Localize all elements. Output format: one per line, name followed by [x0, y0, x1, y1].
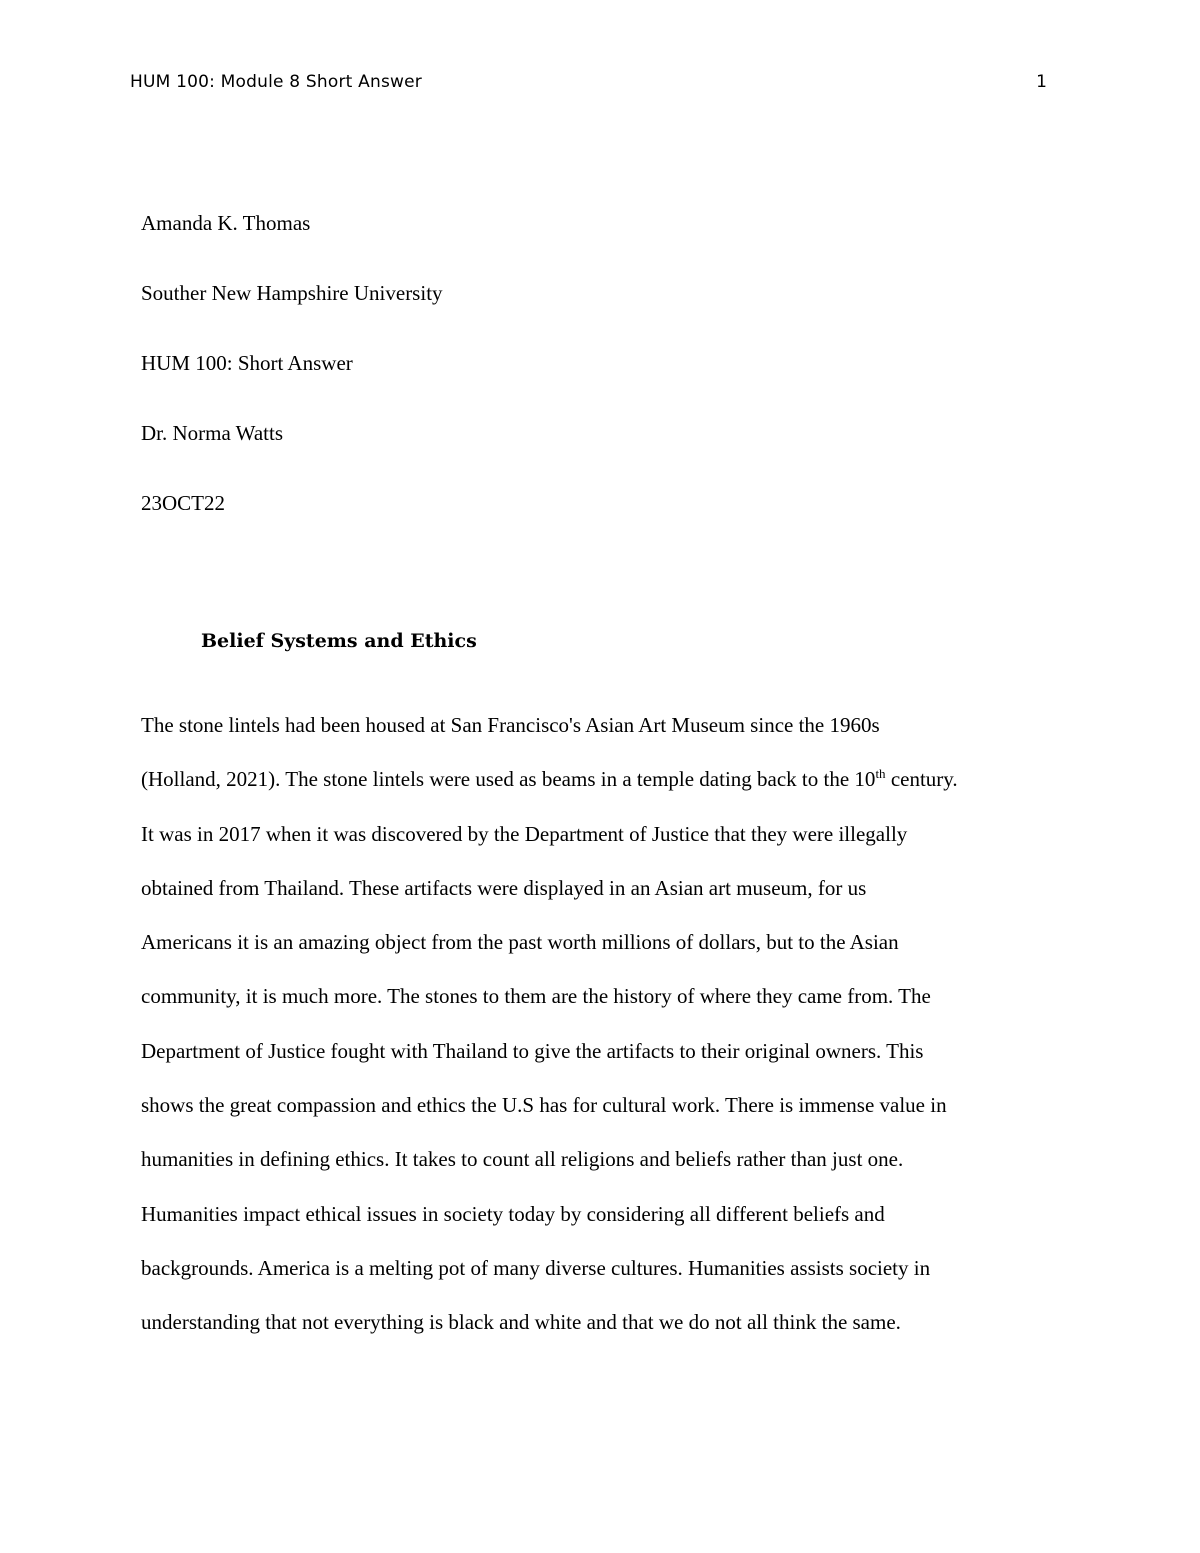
body-line: community, it is much more. The stones to them are the history of where they came from. The [141, 984, 931, 1009]
document-title: Belief Systems and Ethics [201, 630, 477, 652]
page-number: 1 [1036, 72, 1047, 92]
document-date: 23OCT22 [141, 491, 225, 515]
body-line-text: (Holland, 2021). The stone lintels were used as beams in a temple dating back to the 10 [141, 767, 876, 792]
body-paragraph [141, 698, 1061, 1350]
body-line: The stone lintels had been housed at San Francisco's Asian Art Museum since the 1960s [141, 713, 880, 737]
instructor-name: Dr. Norma Watts [141, 421, 283, 445]
body-line: Department of Justice fought with Thailand to give the artifacts to their original owners. This [141, 1038, 924, 1063]
institution-name: Souther New Hampshire University [141, 281, 443, 305]
body-line: backgrounds. America is a melting pot of many diverse cultures. Humanities assists society in [141, 1255, 931, 1280]
body-line: shows the great compassion and ethics the U.S has for cultural work. There is immense value in [141, 1093, 947, 1118]
body-line: obtained from Thailand. These artifacts were displayed in an Asian art museum, for us [141, 875, 867, 900]
body-line [141, 752, 1061, 806]
body-line: understanding that not everything is black and white and that we do not all think the same. [141, 1310, 901, 1335]
ordinal-superscript: th [875, 766, 886, 782]
body-line-text: century. [885, 767, 958, 792]
body-line: Humanities impact ethical issues in society today by considering all different beliefs and [141, 1201, 885, 1226]
body-line: Americans it is an amazing object from the past worth millions of dollars, but to the Asian [141, 930, 899, 955]
body-line: humanities in defining ethics. It takes to count all religions and beliefs rather than just one. [141, 1147, 904, 1172]
course-name: HUM 100: Short Answer [141, 351, 353, 375]
running-header: HUM 100: Module 8 Short Answer [130, 72, 422, 92]
author-name: Amanda K. Thomas [141, 211, 311, 235]
body-line: It was in 2017 when it was discovered by the Department of Justice that they were illegally [141, 821, 908, 846]
